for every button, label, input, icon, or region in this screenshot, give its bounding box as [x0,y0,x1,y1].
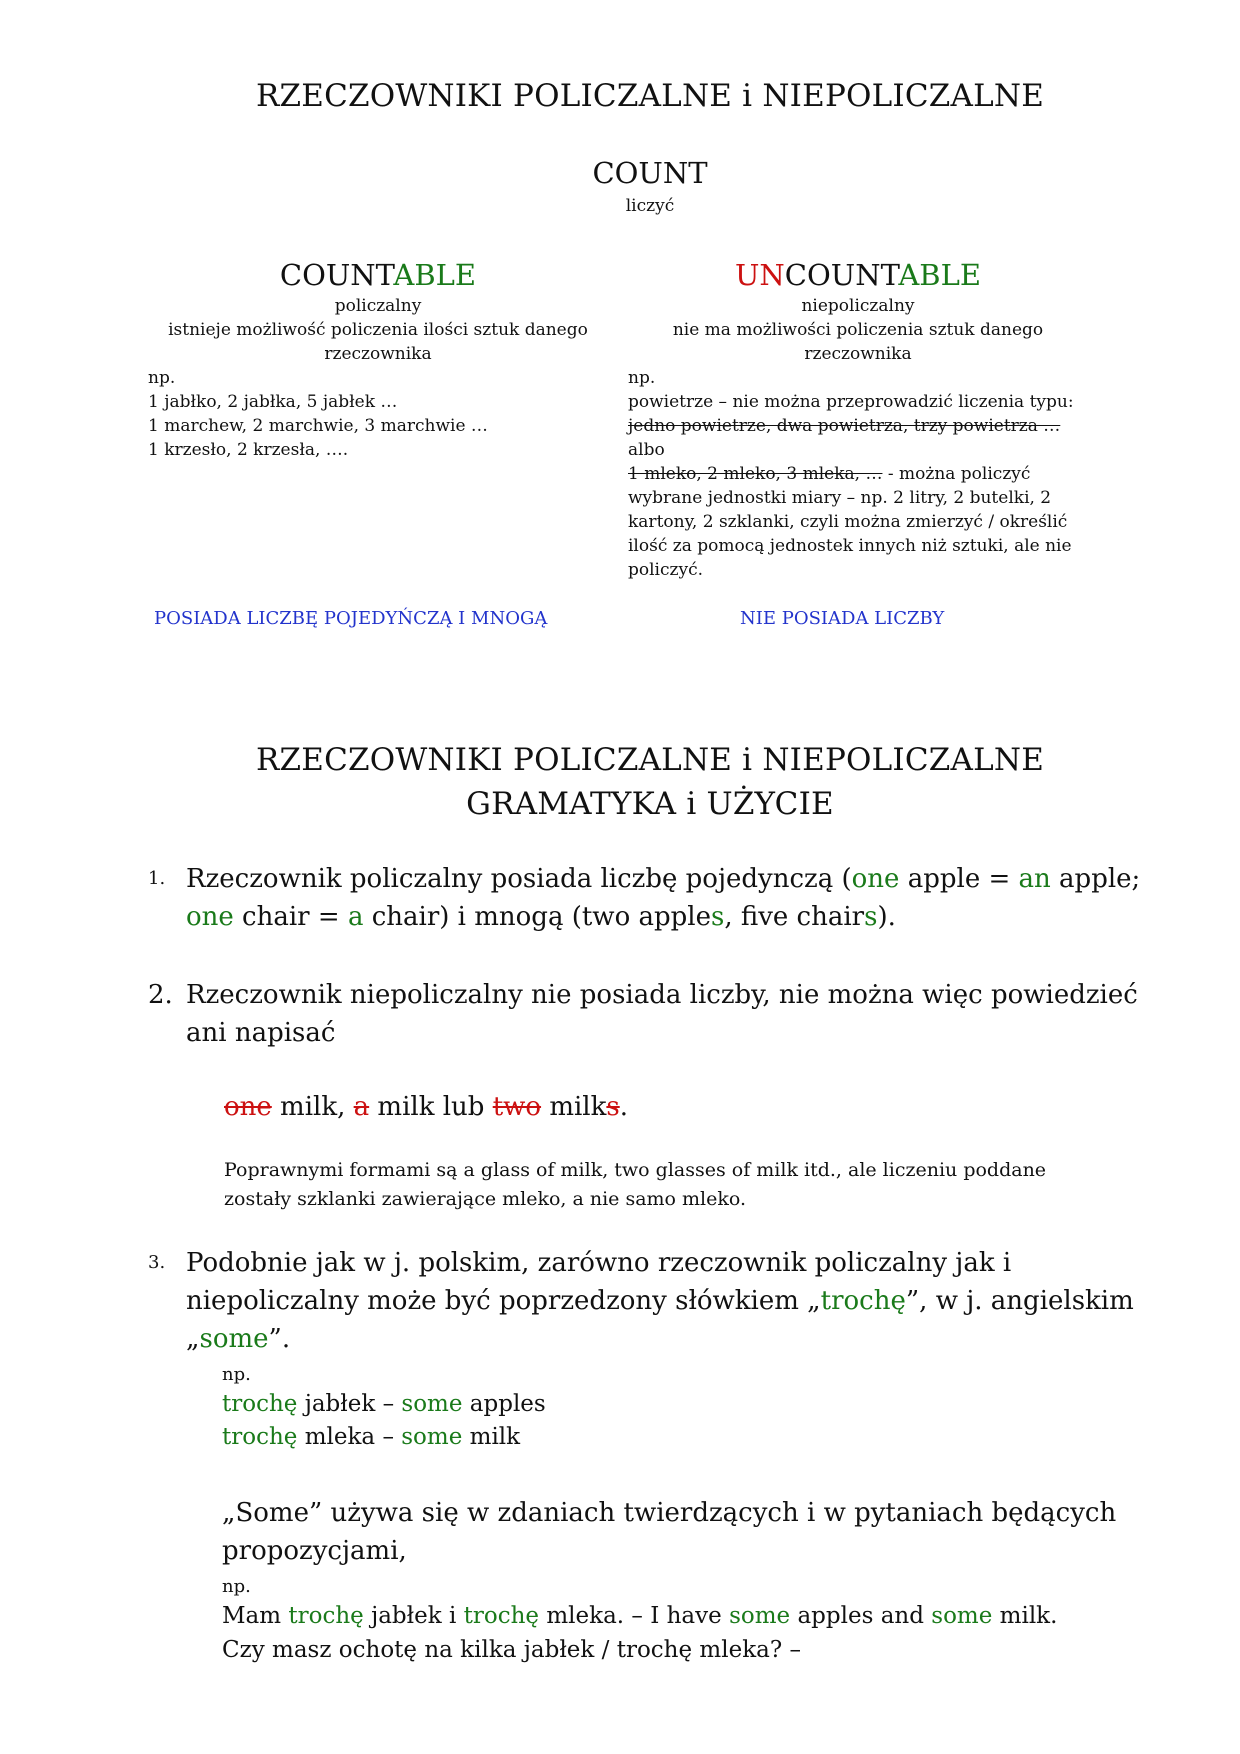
uncountable-heading: UNCOUNTABLE [734,258,982,292]
countable-translation: policzalny [334,296,422,316]
list-item: 2. Rzeczownik niepoliczalny nie posiada liczby, nie można więc powiedzieć ani napisać [186,976,1146,1052]
countable-summary: POSIADA LICZBĘ POJEDYŃCZĄ I MNOGĄ [154,608,548,629]
uncountable-summary: NIE POSIADA LICZBY [740,608,945,629]
list-item: 3. Podobnie jak w j. polskim, zarówno rzeczownik policzalny jak i niepoliczalny może być poprzedzony słówkiem „trochę”, w j. angielskim „some”. [186,1244,1146,1358]
example-line: Mam trochę jabłek i trochę mleka. – I have some apples and some milk. [222,1603,1058,1629]
incorrect-forms: one milk, a milk lub two milks. [224,1092,628,1122]
uncountable-struck-line: jedno powietrze, dwa powietrza, trzy powietrza … [628,416,1061,436]
countable-np: np. [148,368,176,388]
list-number: 3. [148,1252,166,1273]
countable-example: 1 krzesło, 2 krzesła, …. [148,440,349,460]
list-number: 2. [148,980,173,1010]
list-number: 1. [148,868,166,889]
countable-example: 1 marchew, 2 marchwie, 3 marchwie … [148,416,488,436]
countable-description: istnieje możliwość policzenia ilości sztuk danego rzeczownika [168,320,588,364]
uncountable-translation: niepoliczalny [801,296,915,316]
example-line: trochę mleka – some milk [222,1424,521,1450]
count-heading: COUNT [592,156,708,190]
section-title: RZECZOWNIKI POLICZALNE i NIEPOLICZALNE GRAMATYKA i UŻYCIE [255,742,1045,822]
uncountable-paragraph: 1 mleko, 2 mleko, 3 mleka, … - można policzyć wybrane jednostki miary – np. 2 litry, 2 butelki, 2 kartony, 2 szklanki, czyli można zmierzyć / określić ilość za pomocą jednostek innych niż sztuki, ale nie policzyć. [628,464,1072,580]
uncountable-albo: albo [628,440,665,460]
countable-column [148,256,608,462]
countable-example: 1 jabłko, 2 jabłka, 5 jabłek … [148,392,398,412]
uncountable-np: np. [628,368,656,388]
list-item: 1. Rzeczownik policzalny posiada liczbę pojedynczą (one apple = an apple; one chair = a chair) i mnogą (two apples, five chairs). [186,860,1146,936]
example-np: np. [222,1576,251,1597]
example-line: trochę jabłek – some apples [222,1391,546,1417]
note-paragraph: Poprawnymi formami są a glass of milk, two glasses of milk itd., ale liczeniu poddane zostały szklanki zawierające mleko, a nie samo mleko. [224,1159,1047,1210]
count-translation: liczyć [625,196,675,216]
uncountable-description: nie ma możliwości policzenia sztuk danego rzeczownika [672,320,1044,364]
countable-heading: COUNTABLE [279,258,477,292]
example-line: Czy masz ochotę na kilka jabłek / trochę mleka? – [222,1637,801,1663]
uncountable-column [628,256,1088,582]
main-title: RZECZOWNIKI POLICZALNE i NIEPOLICZALNE [255,78,1045,114]
uncountable-line: powietrze – nie można przeprowadzić liczenia typu: [628,392,1074,412]
example-np: np. [222,1364,251,1385]
some-usage-paragraph: „Some” używa się w zdaniach twierdzących i w pytaniach będących propozycjami, [222,1498,1117,1566]
